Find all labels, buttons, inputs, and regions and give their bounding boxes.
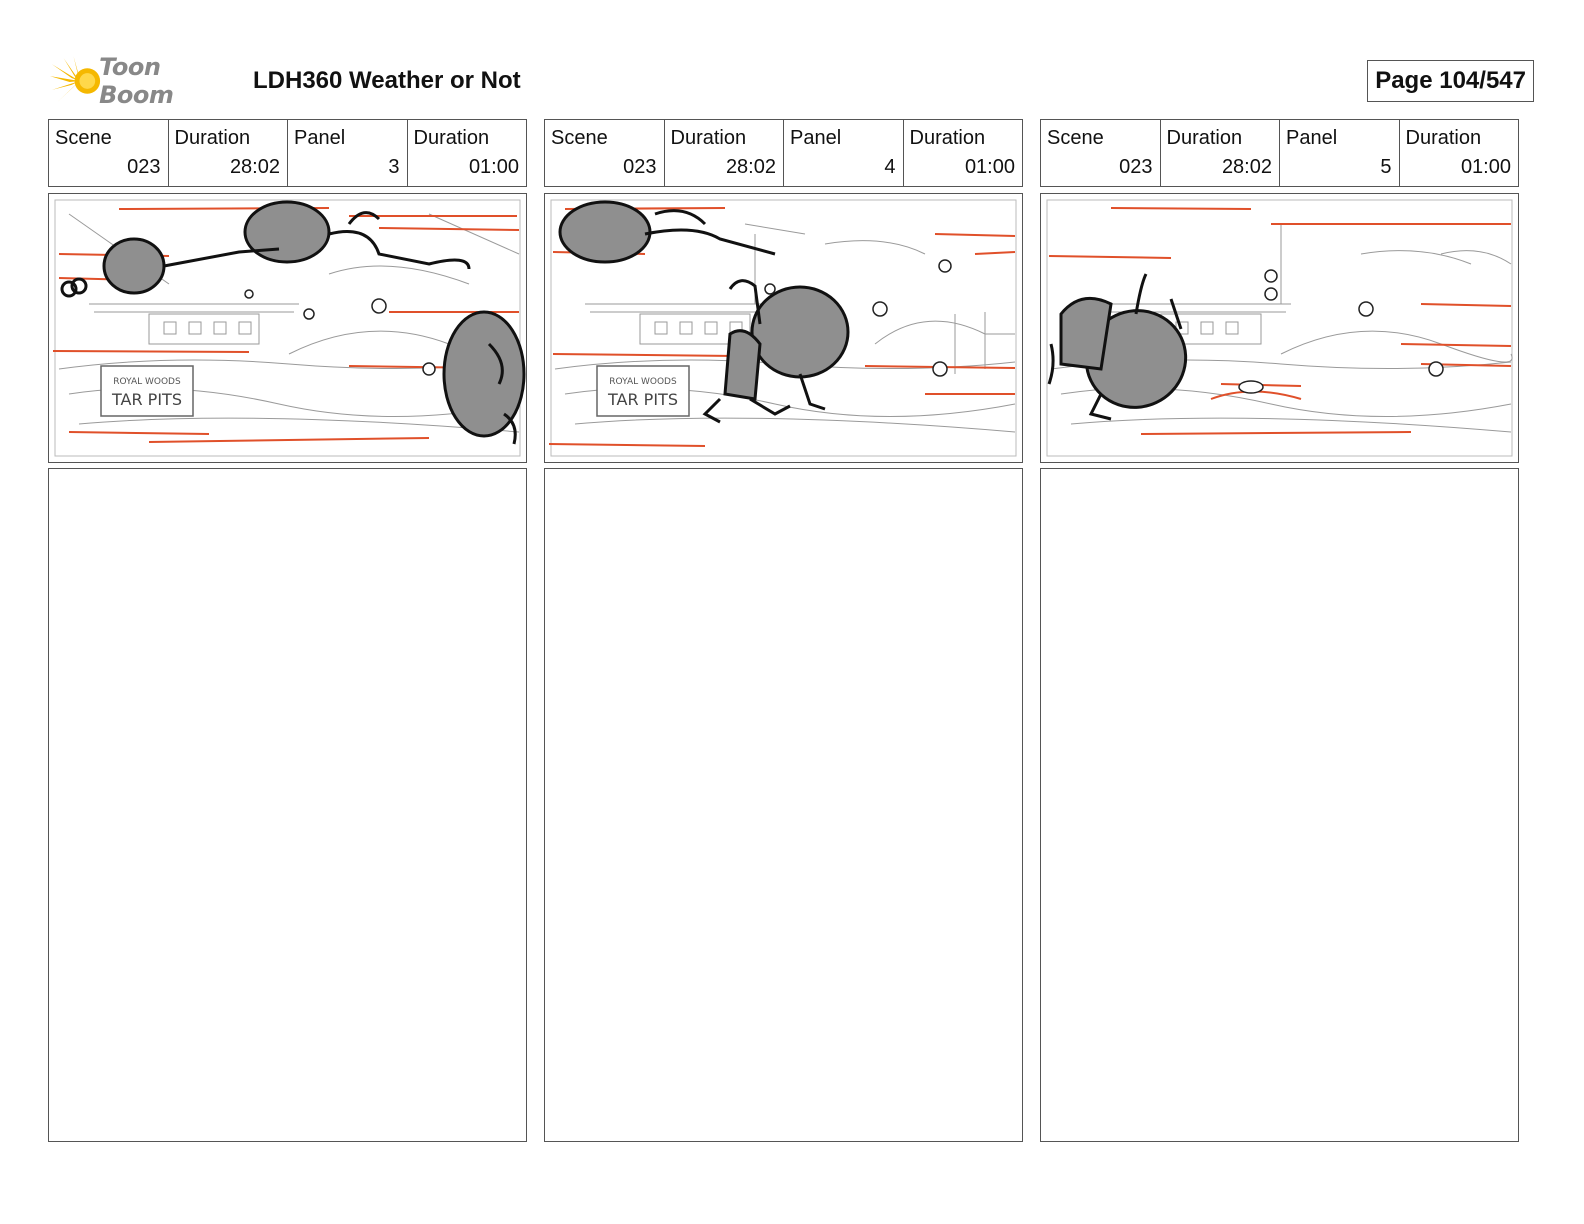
duration-label: Duration [1405, 127, 1482, 149]
duration-label: Duration [909, 127, 986, 149]
panel-label: Panel [1286, 127, 1338, 149]
panel-cell [288, 120, 408, 186]
panel-label: Panel [790, 127, 842, 149]
page-counter: Page 104/547 [1367, 60, 1534, 102]
scene-label: Scene [1047, 127, 1104, 149]
sunburst-icon [50, 56, 101, 106]
panel-duration-cell [408, 120, 527, 186]
panel-label: Panel [294, 127, 346, 149]
scene-value: 023 [623, 156, 657, 178]
duration-label: Duration [670, 127, 747, 149]
duration-label: Duration [174, 127, 251, 149]
notes-area[interactable] [48, 468, 527, 1142]
scene-cell [49, 120, 169, 186]
sign-text: TAR PITS [608, 390, 678, 409]
notes-area[interactable] [1040, 468, 1519, 1142]
panel-value: 4 [884, 156, 896, 178]
panel-cell [1280, 120, 1400, 186]
sign-text: ROYAL WOODS [609, 377, 677, 387]
duration-label: Duration [413, 127, 490, 149]
panel-cell [784, 120, 904, 186]
scene-duration-value: 28:02 [229, 156, 280, 178]
scene-cell [1041, 120, 1161, 186]
scene-duration-value: 28:02 [1221, 156, 1272, 178]
panel-info-row [1040, 119, 1519, 187]
page-header [48, 53, 1536, 109]
sketch-image [1041, 194, 1518, 462]
panel-info-row [544, 119, 1023, 187]
toon-boom-logo [50, 53, 240, 109]
panel-duration-cell [904, 120, 1023, 186]
scene-label: Scene [551, 127, 608, 149]
sketch-image [49, 194, 526, 462]
scene-duration-cell [1161, 120, 1281, 186]
scene-value: 023 [1119, 156, 1153, 178]
panel-value: 5 [1380, 156, 1392, 178]
storyboard-frame[interactable] [544, 193, 1023, 463]
scene-label: Scene [55, 127, 112, 149]
scene-duration-cell [665, 120, 785, 186]
logo-text: Toon Boom [99, 53, 174, 109]
storyboard-frame[interactable] [1040, 193, 1519, 463]
panel-value: 3 [388, 156, 400, 178]
panel-info-row [48, 119, 527, 187]
notes-area[interactable] [544, 468, 1023, 1142]
sign-text: TAR PITS [112, 390, 182, 409]
document-title: LDH360 Weather or Not [253, 67, 521, 94]
panel-duration-value: 01:00 [468, 156, 519, 178]
sign-text: ROYAL WOODS [113, 377, 181, 387]
scene-duration-value: 28:02 [725, 156, 776, 178]
panel-duration-value: 01:00 [964, 156, 1015, 178]
scene-cell [545, 120, 665, 186]
panel-duration-value: 01:00 [1460, 156, 1511, 178]
duration-label: Duration [1166, 127, 1243, 149]
sketch-image [545, 194, 1022, 462]
scene-duration-cell [169, 120, 289, 186]
scene-value: 023 [127, 156, 161, 178]
panel-duration-cell [1400, 120, 1519, 186]
storyboard-frame[interactable] [48, 193, 527, 463]
